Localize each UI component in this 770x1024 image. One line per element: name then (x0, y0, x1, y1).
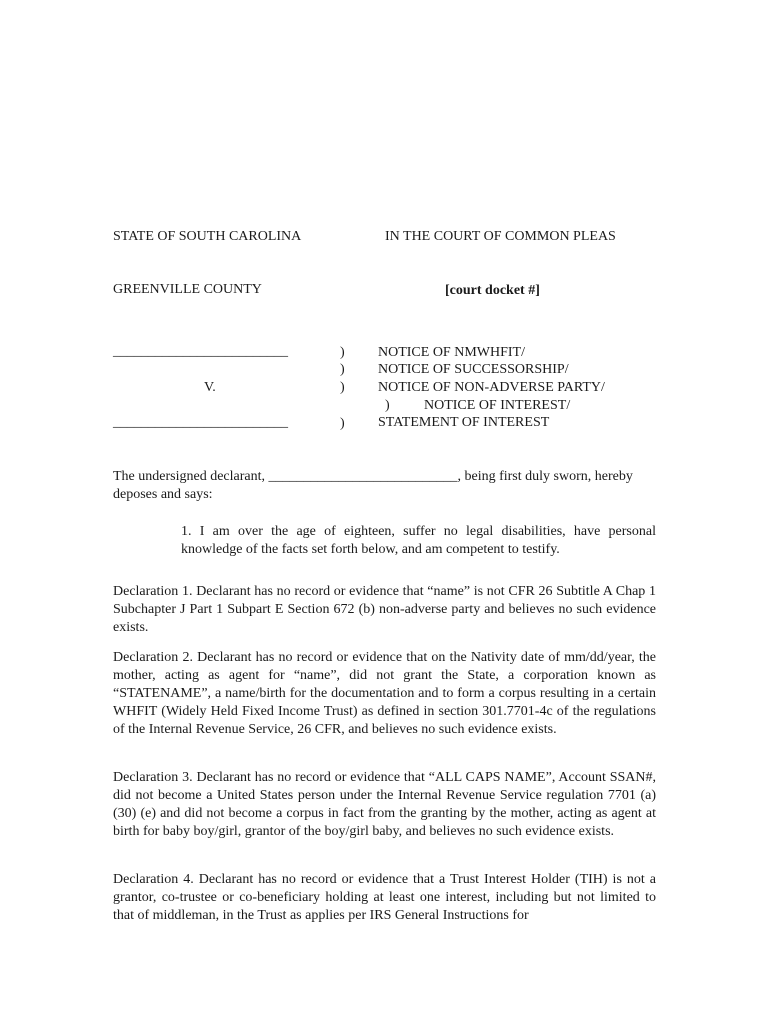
numbered-item: 1. I am over the age of eighteen, suffer no legal disabilities, have personal knowledge of the facts set forth below, and am competent to testify. (181, 524, 656, 557)
plaintiff-blank: _________________________ (113, 344, 288, 359)
state-heading: STATE OF SOUTH CAROLINA (113, 229, 302, 244)
defendant-blank: _________________________ (113, 415, 288, 430)
declaration-paragraph: Declaration 2. Declarant has no record or evidence that on the Nativity date of mm/dd/year, the mother, acting as agent for “name”, did not grant the State, a corporation known as “STATENAME”, a name/birth for the documentation and to form a corpus resulting in a certain WHFIT (Widely Held Fixed Income Trust) as defined in section 301.7701-4c of the regulations of the Internal Revenue Service, 26 CFR, and believes no such evidence exists. (113, 650, 656, 737)
court-heading: IN THE COURT OF COMMON PLEAS (385, 229, 616, 244)
caption-paren: ) (340, 345, 345, 360)
notice-title-line: NOTICE OF NON-ADVERSE PARTY/ (378, 380, 605, 395)
intro-paragraph: The undersigned declarant, ___________________________, being first duly sworn, hereby deposes and says: (113, 469, 633, 502)
caption-paren: ) (340, 362, 345, 377)
declaration-paragraph: Declaration 4. Declarant has no record or evidence that a Trust Interest Holder (TIH) is not a grantor, co-trustee or co-beneficiary holding at least one interest, including but not limited to that of middleman, in the Trust as applies per IRS General Instructions for (113, 872, 656, 923)
notice-title-line: NOTICE OF INTEREST/ (424, 398, 571, 413)
declaration-paragraph: Declaration 1. Declarant has no record or evidence that “name” is not CFR 26 Subtitle A Chap 1 Subchapter J Part 1 Subpart E Section 672 (b) non-adverse party and believes no such evidence exists. (113, 584, 656, 635)
notice-title-line: STATEMENT OF INTEREST (378, 415, 550, 430)
notice-title-line: NOTICE OF SUCCESSORSHIP/ (378, 362, 569, 377)
docket-number: [court docket #] (445, 283, 540, 298)
declaration-paragraph: Declaration 3. Declarant has no record or evidence that “ALL CAPS NAME”, Account SSAN#, did not become a United States person under the Internal Revenue Service regulation 7701 (a) (30) (e) and did not become a corpus in fact from the granting by the mother, acting as agent at birth for baby boy/girl, grantor of the boy/girl baby, and believes no such evidence exists. (113, 770, 656, 839)
county-heading: GREENVILLE COUNTY (113, 282, 262, 297)
notice-title-line: NOTICE OF NMWHFIT/ (378, 345, 525, 360)
caption-paren: ) (385, 398, 390, 413)
caption-paren: ) (340, 380, 345, 395)
versus-label: V. (204, 380, 216, 395)
caption-paren: ) (340, 416, 345, 431)
